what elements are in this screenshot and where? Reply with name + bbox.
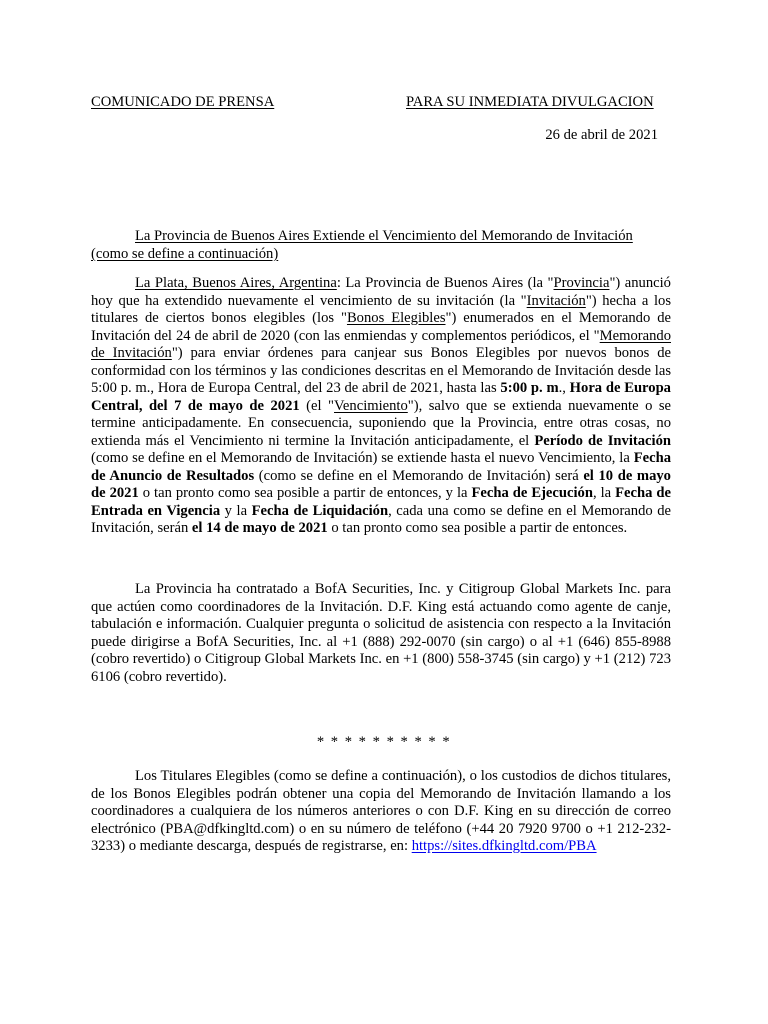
defined-term-provincia: Provincia	[553, 275, 610, 291]
bold-text: Fecha de Ejecución	[471, 485, 593, 501]
bold-text: Período de Invitación	[534, 432, 671, 449]
bold-text: Fecha de Anuncio de Resultados	[91, 450, 671, 484]
text-run: , la	[592, 485, 616, 501]
immediate-release-label: PARA SU INMEDIATA DIVULGACION	[406, 94, 654, 110]
defined-term-bonos-elegibles: Bonos Elegibles	[346, 310, 446, 326]
bold-text: Hora de Europa Central, del 7 de mayo de 2021	[91, 380, 671, 414]
text-run: ") para enviar órdenes para canjear sus Bonos Elegibles por nuevos bonos de conformidad con los términos y las condiciones descritas en el Memorando de Invitación desde las 5:00 p. m., Hora de Europa Central, del 23 de abril de 2021, hasta las	[91, 345, 671, 396]
text-run: : La Provincia de Buenos Aires (la "	[336, 275, 554, 291]
text-run: , cada una como se define en el Memorando de Invitación, serán	[91, 502, 672, 536]
bold-text: Fecha de Entrada en Vigencia	[91, 485, 671, 519]
text-run: ") anunció hoy que ha extendido nuevamente el vencimiento de su invitación (la "	[91, 275, 671, 309]
coordinators-text: La Provincia ha contratado a BofA Securities, Inc. y Citigroup Global Markets Inc. para que actúen como coordinadores de la Invitación. D.F. King está actuando como agente de canje, tabulación e información. Cualquier pregunta o solicitud de asistencia con respecto a la Invitación puede dirigirse a BofA Securities, Inc. al +1 (888) 292-0070 (sin cargo) o al +1 (646) 855-8988 (cobro revertido) o Citigroup Global Markets Inc. en +1 (800) 558-3745 (sin cargo) y +1 (212) 723 6106 (cobro revertido).	[91, 581, 671, 685]
defined-term-vencimiento: Vencimiento	[334, 397, 408, 414]
defined-term-invitacion: Invitación	[526, 292, 586, 309]
text-run: "), salvo que se extienda nuevamente o se termine anticipadamente. En consecuencia, suponiendo que la Provincia, entre otras cosas, no extienda más el Vencimiento ni termine la Invitación anticipadamente, el	[91, 397, 671, 449]
title-text: La Provincia de Buenos Aires Extiende el Vencimiento del Memorando de Invitación (como se define a continuación)	[91, 228, 633, 262]
document-title	[91, 227, 667, 263]
paragraph-announcement	[91, 275, 671, 538]
text-run: y la	[220, 502, 252, 519]
paragraph-contact	[91, 768, 671, 856]
bold-text: el 10 de mayo de 2021	[91, 467, 671, 501]
dateline-place: La Plata, Buenos Aires, Argentina	[135, 275, 337, 291]
paragraph-coordinators	[91, 581, 671, 686]
section-separator: * * * * * * * * * *	[316, 734, 452, 750]
registration-link[interactable]: https://sites.dfkingltd.com/PBA	[411, 838, 597, 854]
press-release-label: COMUNICADO DE PRENSA	[91, 94, 275, 110]
bold-text: el 14 de mayo de 2021	[191, 520, 328, 536]
bold-text: 5:00 p. m	[500, 380, 559, 396]
contact-text: Los Titulares Elegibles (como se define a continuación), o los custodios de dichos titulares, de los Bonos Elegibles podrán obtener una copia del Memorando de Invitación llamando a los coordinadores a cualquiera de los números anteriores o con D.F. King en su dirección de correo electrónico (PBA@dfkingltd.com) o en su número de teléfono (+44 20 7920 9700 o +1 212-232-3233) o mediante descarga, después de registrarse, en:	[91, 768, 671, 854]
text-run: (como se define en el Memorando de Invitación) se extiende hasta el nuevo Vencimiento, la	[91, 450, 634, 466]
release-date: 26 de abril de 2021	[545, 127, 658, 143]
bold-text: Fecha de Liquidación	[251, 502, 389, 519]
text-run: ") enumerados en el Memorando de Invitación del 24 de abril de 2020 (con las enmiendas y complementos periódicos, el "	[91, 310, 671, 344]
text-run: .,	[558, 380, 570, 396]
text-run: ") hecha a los titulares de ciertos bonos elegibles (los "	[91, 292, 671, 326]
text-run: o tan pronto como sea posible a partir de entonces.	[327, 520, 628, 536]
text-run: (como se define en el Memorando de Invitación) será	[254, 467, 584, 484]
text-run: o tan pronto como sea posible a partir de entonces, y la	[138, 485, 472, 501]
defined-term-memorando: Memorando de Invitación	[91, 327, 671, 361]
text-run: (el "	[299, 397, 335, 414]
